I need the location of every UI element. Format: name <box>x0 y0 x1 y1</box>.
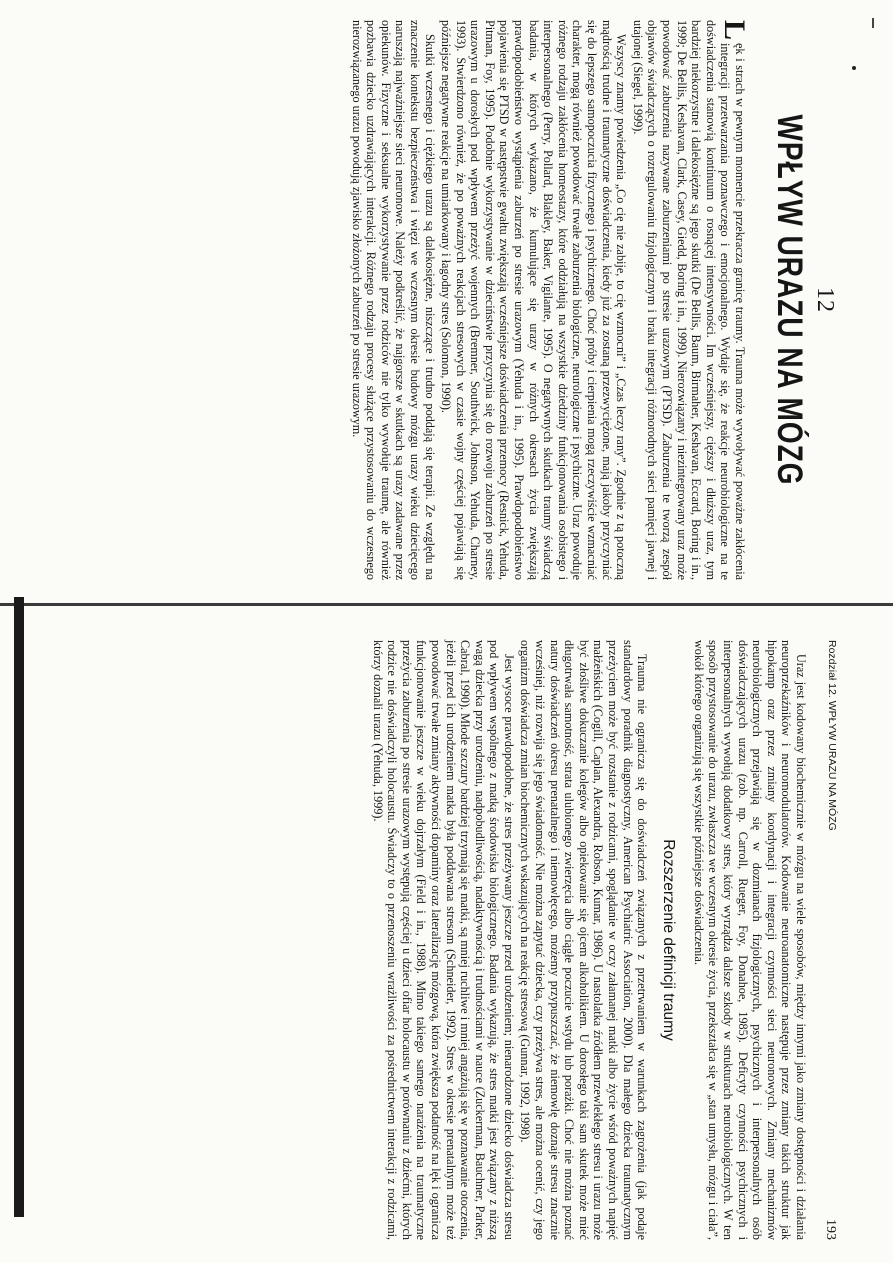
right-page <box>48 640 838 1240</box>
right-page-body <box>370 640 808 1240</box>
paragraph: Jest wysoce prawdopodobne, że stres przeżywany jeszcze przed urodzeniem; nienarodzone dziecko doświadcza stresu pod wpływem wspólnego z matką środowiska biologicznego. Badania wykazują, że stres matki jest związany z niższą wagą dziecka przy urodzeniu, nadpobudliwością, nadaktywnością i trudnościami w nauce (Zuckerman, Bauchner, Parker, Cabral, 1990). Młode szczury bardziej trzymają się matki, są mniej ruchliwe i mniej angażują się w poznawanie otoczenia, jeżeli przed ich urodzeniem matka była poddawana stresom (Schneider, 1992). Stres w okresie prenatalnym może też powodować trwałe zmiany aktywności dopaminy oraz lateralizację mózgową, która zwiększa podatność na lęk i ogranicza funkcjonowanie jeszcze w wieku dojrzałym (Field i in., 1988). Mimo takiego samego narażenia na traumatyczne przeżycia zaburzenia po stresie urazowym występują częściej u dzieci ofiar holocaustu w porównaniu z dziećmi, których rodzice nie doświadczyli holocaustu. Świadczy to o przenoszeniu wrażliwości za pośrednictwem interakcji z rodzicami, którzy doznali urazu (Yehuda, 1999). <box>370 640 516 1240</box>
paragraph: Skutki wczesnego i ciężkiego urazu są dalekosiężne, niszczące i trudno poddają się terapii. Ze względu na znaczenie kontekstu bezpieczeństwa i więzi we wczesnym okresie budowy mózgu urazy wieku dziecięcego naruszają najważniejsze sieci neuronowe. Należy podkreślić, że najgorsze w skutkach są urazy zadawane przez opiekunów. Fizyczne i seksualne wykorzystywanie przez rodziców nie tylko wywołuje traumę, ale również pozbawia dziecko uzdrawiających interakcji. Różnego rodzaju procesy służące przystosowaniu do wczesnego nierozwiązanego urazu powodują zjawisko złożonych zaburzeń po stresie urazowym. <box>349 20 437 580</box>
left-page-body <box>349 20 751 580</box>
section-heading: Rozszerzenie definicji traumy <box>660 839 678 1041</box>
page-gutter <box>0 603 893 606</box>
paragraph: Trauma nie ogranicza się do doświadczeń związanych z przetrwaniem w warunkach zagrożenia (jak podaje standardowy poradnik diagnostyczny, American Psychiatric Association, 2000). Dla małego dziecka traumatycznym przeżyciem może być rozstanie z rodzicami, spoglądanie w oczy załamanej matki albo życie wśród poważnych napięć małżeńskich (Cogill, Caplan, Alexandra, Robson, Kumar, 1986). U nastolatka źródłem przewlekłego stresu i urazu może być złośliwe dokuczanie kolegów albo opiekowanie się ojcem alkoholikiem. U dorosłego taki sam skutek może mieć długotrwała samotność, strata ulubionego zwierzęcia albo ciągłe poczucie wstydu lub porażki. Choć nie można poznać natury doświadczeń okresu prenatalnego i niemowlęcego, możemy przypuszczać, że niemowlę doznaje stresu znacznie wcześniej, niż rozwija się jego świadomość. Nie można zapytać dziecka, czy przeżywa stres, ale można ocenić, czy jego organizm doświadcza zmian biochemicznych wskazujących na reakcję stresową (Gunnar, 1992, 1998). <box>518 640 650 1240</box>
book-edge <box>14 597 24 1217</box>
paragraph: Uraz jest kodowany biochemicznie w mózgu na wiele sposobów, między innymi jako zmiany dostępności i działania neuroprzekaźników i neuromodulatorów. Kodowanie neuroanatomiczne następuje przez zmiany takich struktur jak hipokamp oraz przez zmiany koordynacji i integracji czynności sieci neuronowych. Zmiany mechanizmów neurobiologicznych przejawiają się w dozmianach fizjologicznych, psychicznych i interpersonalnych osób doświadczających urazu (zob. np. Carroll, Rueger, Foy, Donahoe, 1985). Deficyty czynności psychicznych i interpersonalnych wywołują dodatkowy stres, który wyrządza dalsze szkody w strukturach neurobiologicznych. W ten sposób przystosowanie do urazu, zwłaszcza we wczesnym okresie życia, przekształca się w „stan umysłu, mózgu i ciała”, wokół którego organizują się wszystkie późniejsze doświadczenia. <box>691 640 808 1240</box>
drop-cap: L <box>718 20 751 41</box>
scan-mark <box>872 18 874 28</box>
chapter-title: WPŁYW URAZU NA MÓZG <box>770 114 809 486</box>
running-head <box>822 640 838 1240</box>
running-head-title: Rozdział 12. WPŁYW URAZU NA MÓZG <box>826 640 838 831</box>
page-number: 193 <box>823 1219 838 1240</box>
paragraph: Wszyscy znamy powiedzenia „Co cię nie zabije, to cię wzmocni” i „Czas leczy rany”. Zgodnie z tą potoczną mądrością trudne i traumatyczne doświadczenia, kiedy już za zostaną przezwyciężone, mają jakoby przyczyniać się do lepszego samopoczucia fizycznego i psychicznego. Choć próby i cierpienia mogą rzeczywiście wzmacniać charakter, mogą również powodować trwałe zaburzenia biologiczne, neurologiczne i psychiczne. Uraz powoduje różnego rodzaju zakłócenia homeostazy, które oddziałują na wszystkie dziedziny funkcjonowania osobistego i interpersonalnego (Perry, Pollard, Blakley, Baker, Vigilante, 1995). O negatywnych skutkach traumy świadczą badania, w których wykazano, że kumulujące się urazy w różnych okresach życia zwiększają prawdopodobieństwo wystąpienia zaburzeń po stresie urazowym (Yehuda i in., 1995). Prawdopodobieństwo pojawienia się PTSD w następstwie gwałtu zwiększają wcześniejsze doświadczenia przemocy (Resnick, Yehuda, Pitman, Foy, 1995). Podobnie wykorzystywanie w dzieciństwie przyczynia się do rozwoju zaburzeń po stresie urazowym u dorosłych pod wpływem przeżyć wojennych (Bremner, Southwick, Johnson, Yehuda, Charney, 1993). Stwierdzono również, że po poważnych reakcjach stresowych w czasie wojny częściej pojawiają się późniejsze negatywne reakcje na umiarkowany i łagodny stres (Solomon, 1990). <box>439 20 629 580</box>
left-page <box>68 20 838 580</box>
scan-speck <box>852 66 856 70</box>
chapter-number: 12 <box>812 287 838 313</box>
paragraph: L ęk i strach w pewnym momencie przekracza granicę traumy. Trauma może wywoływać poważne zakłócenia integracji przetwarzania poznawczego i emocjonalnego. Wydaje się, że reakcje neurobiologiczne na te doświadczenia stanowią kontinuum o rosnącej intensywności. Im wcześniejszy, cięższy i dłuższy uraz, tym bardziej niekorzystne i dalekosiężne są jego skutki (De Bellis, Baum, Birmaher, Keshavan, Eccard, Boring i in., 1999; De Bellis, Keshavan, Clark, Casey, Giedd, Boring i in., 1999). Nierozwiązany i niezintegrowany uraz może powodować zaburzenia nazywane zaburzeniami po stresie urazowym (PTSD). Zaburzenia te tworzą zespół objawów świadczących o rozregulowaniu fizjologicznym i braku integracji różnorodnych sieci pamięci jawnej i utajonej (Siegel, 1999). <box>630 20 751 580</box>
